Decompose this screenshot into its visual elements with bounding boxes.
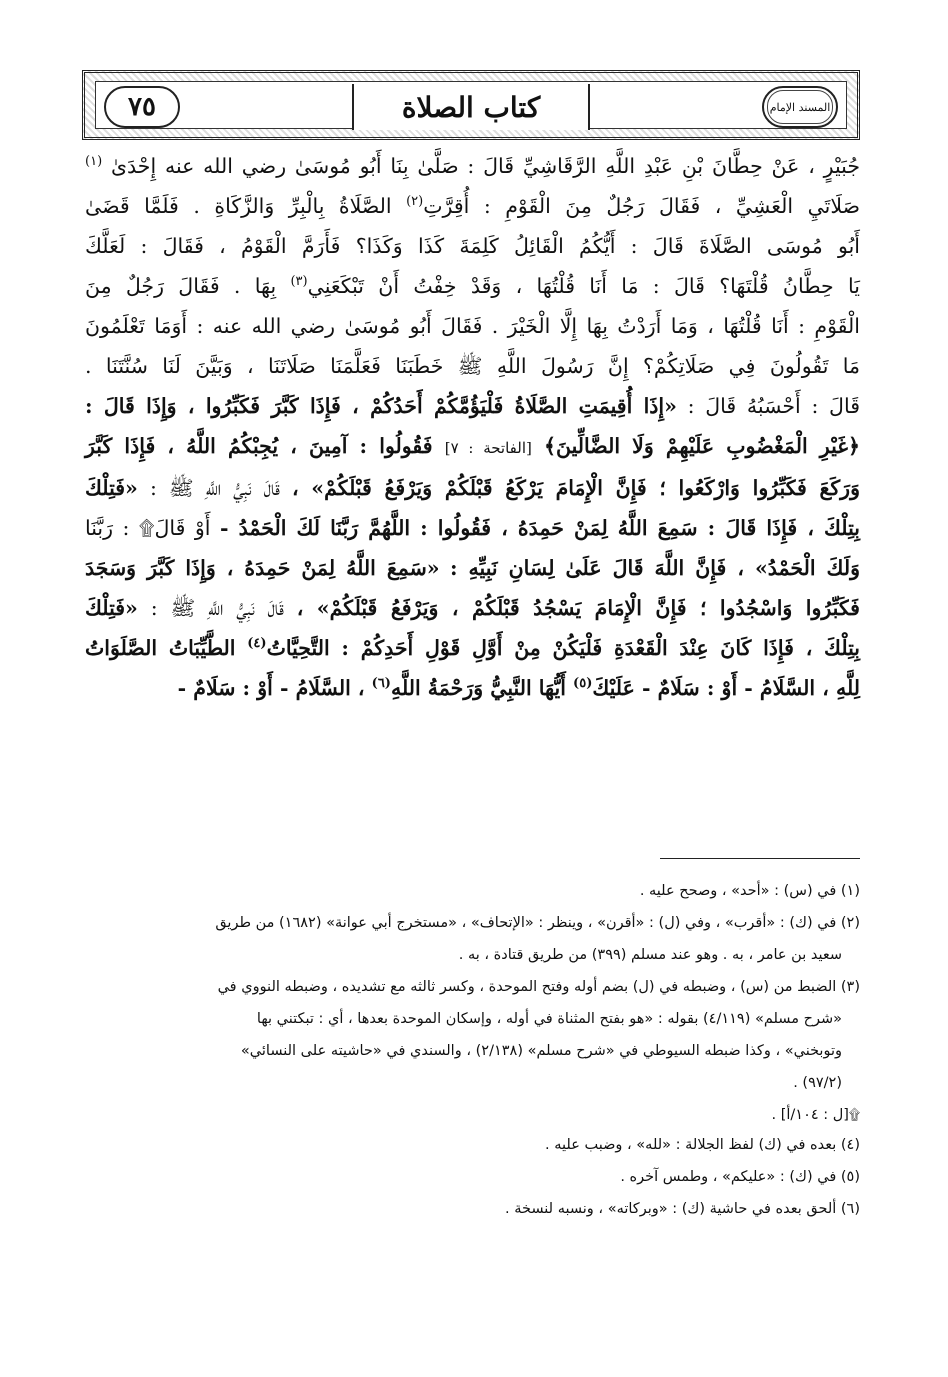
header-frame: [95, 81, 847, 129]
footnote-marker-4: (٤): [247, 636, 267, 652]
footnote-3-cont-3: (٩٧/٢) .: [793, 1075, 842, 1091]
text-line-13: بِتِلْكَ ، فَإِذَا كَانَ عِنْدَ الْقَعْدَةِ فَلْيَكُنْ مِنْ أَوَّلِ قَوْلِ أَحَدِكُمْ : التَّحِيَّاتُ$^{(٤)}$ الطَّيِّبَاتُ الصَّلَوَاتُ: [85, 636, 861, 660]
footnote-3: (٣) الضبط من (س) ، وضبطه في (ل) بضم أوله وفتح الموحدة ، وكسر ثالثه مع تشديده ، وضبطه النووي في: [217, 979, 860, 995]
book-logo: المسند الإمام: [767, 90, 833, 124]
book-logo-cartouche: [762, 86, 838, 128]
text-line-11: وَلَكَ الْحَمْدُ» ، فَإِنَّ اللَّهَ قَالَ عَلَىٰ لِسَانِ نَبِيِّهِ : «سَمِعَ اللَّهُ لِمَنْ حَمِدَهُ ، وَإِذَا كَبَّرَ وَسَجَدَ: [85, 556, 860, 580]
footnote-3-cont-1: «شرح مسلم» (٤/١١٩) بقوله : «هو بفتح المثناة في أوله ، وإسكان الموحدة بعدها ، أي : تبكتني بها: [256, 1011, 842, 1027]
main-text: [85, 146, 860, 708]
footnote-divider: [660, 858, 860, 859]
footnote-marker-2: (٢): [406, 194, 424, 210]
text-line-4: يَا حِطَّانُ قُلْتَهَا؟ قَالَ : مَا أَنَا قُلْتُهَا ، وَقَدْ خِفْتُ أَنْ تَبْكَعَنِي$^{(٣)}$ بِهَا . فَقَالَ رَجُلٌ مِنَ: [85, 274, 860, 298]
quran-verse: ﴿غَيْرِ الْمَغْضُوبِ عَلَيْهِمْ وَلَا الضَّالِّينَ﴾: [544, 434, 861, 458]
footnote-1: (١) في (س) : «أحد» ، وصحح عليه .: [639, 883, 860, 899]
footnote-marker-1: (١): [85, 154, 103, 170]
text-line-12: فَكَبِّرُوا وَاسْجُدُوا ؛ فَإِنَّ الْإِمَامَ يَسْجُدُ قَبْلَكُمْ ، وَيَرْفَعُ قَبْلَكُمْ» ، قَالَ نَبِيُّ اللَّهِ ﷺ : «فَتِلْكَ: [85, 596, 860, 620]
text-line-5: الْقَوْمِ : أَنَا قُلْتُهَا ، وَمَا أَرَدْتُ بِهَا إِلَّا الْخَيْرَ . فَقَالَ أَبُو مُوسَىٰ رضي الله عنه : أَوَمَا تَعْلَمُونَ: [85, 314, 860, 338]
text-line-3: أَبُو مُوسَى الصَّلَاةَ قَالَ : أَيُّكُمُ الْقَائِلُ كَلِمَةَ كَذَا وَكَذَا؟ فَأَرَمَّ الْقَوْمُ ، فَقَالَ : لَعَلَّكَ: [85, 234, 860, 258]
footnote-marker-5: (٥): [573, 676, 593, 692]
page-number: ٧٥: [128, 92, 156, 122]
footnote-marker-6: (٦): [371, 676, 391, 692]
chapter-title: كتاب الصلاة: [352, 84, 590, 130]
text-line-7: قَالَ : أَحْسَبُهُ قَالَ : «إِذَا أُقِيمَتِ الصَّلَاةُ فَلْيَؤُمَّكُمْ أَحَدُكُمْ ، فَإِذَا كَبَّرَ فَكَبِّرُوا ، وَإِذَا قَالَ :: [85, 394, 861, 418]
verse-reference: [الفاتحة : ٧]: [444, 439, 532, 457]
footnote-marker-3: (٣): [290, 274, 308, 290]
page-number-cartouche: [104, 86, 180, 128]
text-line-6: مَا تَقُولُونَ فِي صَلَاتِكُمْ؟ إِنَّ رَسُولَ اللَّهِ ﷺ خَطَبَنَا فَعَلَّمَنَا صَلَاتَنَا ، وَبَيَّنَ لَنَا سُنَّتَنَا .: [85, 354, 860, 378]
manuscript-ref-symbol: ۩: [138, 516, 155, 540]
hadith-quote: «إِذَا أُقِيمَتِ الصَّلَاةُ فَلْيَؤُمَّكُمْ أَحَدُكُمْ ، فَإِذَا كَبَّرَ فَكَبِّرُوا ، وَإِذَا قَالَ :: [85, 394, 677, 418]
footnote-2-cont: سعيد بن عامر ، به . وهو عند مسلم (٣٩٩) من طريق قتادة ، به .: [458, 947, 842, 963]
text-line-14: لِلَّهِ ، السَّلَامُ - أَوْ : سَلَامٌ - عَلَيْكَ$^{(٥)}$ أَيُّهَا النَّبِيُّ وَرَحْمَةُ اللَّهِ$^{(٦)}$ ، السَّلَامُ - أَوْ : سَلَامٌ -: [177, 676, 860, 700]
text-line-10: بِتِلْكَ ، فَإِذَا قَالَ : سَمِعَ اللَّهُ لِمَنْ حَمِدَهُ ، فَقُولُوا : اللَّهُمَّ رَبَّنَا لَكَ الْحَمْدُ - أَوْ قَالَ۩ : رَبَّنَا: [85, 516, 860, 540]
manuscript-page-ref: ۩[ل : ١٠٤/أ] .: [771, 1107, 860, 1123]
footnote-2: (٢) في (ك) : «أقرب» ، وفي (ل) : «أقرن» ، وينظر : «الإتحاف» ، «مستخرج أبي عوانة» (١٦٨٢) من طريق: [215, 915, 860, 931]
footnotes: [85, 876, 860, 1226]
footnote-4: (٤) بعده في (ك) لفظ الجلالة : «لله» ، وضبب عليه .: [545, 1137, 860, 1153]
footnote-6: (٦) ألحق بعده في حاشية (ك) : «وبركاته» ، ونسبه لنسخة .: [505, 1201, 860, 1217]
text-line-1: جُبَيْرٍ ، عَنْ حِطَّانَ بْنِ عَبْدِ اللَّهِ الرَّقَاشِيِّ قَالَ : صَلَّىٰ بِنَا أَبُو مُوسَىٰ رضي الله عنه إِحْدَىٰ $^{(١)}$: [85, 154, 860, 178]
page-header: [82, 70, 860, 140]
footnote-5: (٥) في (ك) : «عليكم» ، وطمس آخره .: [620, 1169, 860, 1185]
text-line-9: وَرَكَعَ فَكَبِّرُوا وَارْكَعُوا ؛ فَإِنَّ الْإِمَامَ يَرْكَعُ قَبْلَكُمْ وَيَرْفَعُ قَبْلَكُمْ» ، قَالَ نَبِيُّ اللَّهِ ﷺ : «فَتِلْكَ: [85, 476, 860, 500]
footnote-3-cont-2: وتوبخني» ، وكذا ضبطه السيوطي في «شرح مسلم» (٢/١٣٨) ، والسندي في «حاشيته على النسائي»: [240, 1043, 842, 1059]
text-line-8: ﴿غَيْرِ الْمَغْضُوبِ عَلَيْهِمْ وَلَا الضَّالِّينَ﴾ [الفاتحة : ٧] فَقُولُوا : آمِينَ ، يُجِبْكُمُ اللَّهُ ، فَإِذَا كَبَّرَ: [85, 434, 861, 458]
text-line-2: صَلَاتَيِ الْعَشِيِّ ، فَقَالَ رَجُلٌ مِنَ الْقَوْمِ : أُقِرَّتِ$^{(٢)}$ الصَّلَاةُ بِالْبِرِّ وَالزَّكَاةِ . فَلَمَّا قَضَىٰ: [85, 194, 860, 218]
